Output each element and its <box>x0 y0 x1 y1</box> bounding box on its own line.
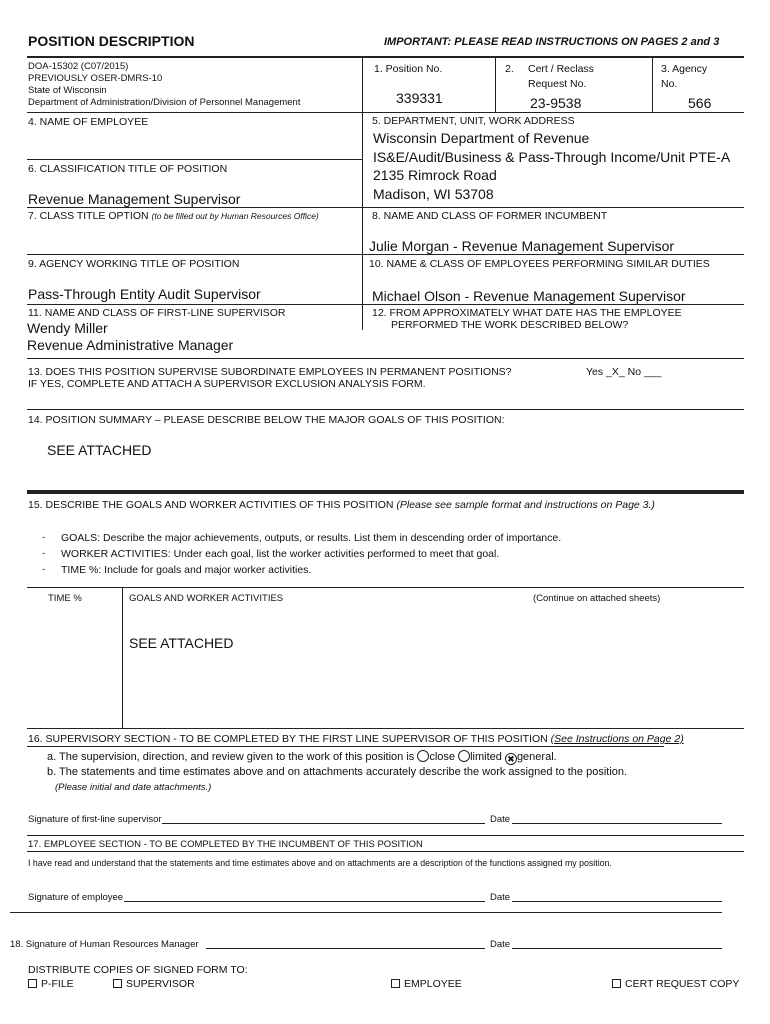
bullet-mark-3: ˍ <box>42 560 46 571</box>
former-incumbent-field[interactable]: Julie Morgan - Revenue Management Supervisor <box>369 238 675 254</box>
supervisory-label <box>28 733 684 745</box>
address-line-4: Madison, WI 53708 <box>373 185 494 202</box>
former-incumbent-label: 8. NAME AND CLASS OF FORMER INCUMBENT <box>372 210 608 222</box>
employee-section-label: 17. EMPLOYEE SECTION - TO BE COMPLETED BY THE INCUMBENT OF THIS POSITION <box>28 839 423 850</box>
bullet-mark-1: ˍ <box>42 528 46 539</box>
subordinates-question: 13. DOES THIS POSITION SUPERVISE SUBORDINATE EMPLOYEES IN PERMANENT POSITIONS? <box>28 366 512 378</box>
goals-bullets <box>61 530 561 578</box>
supervisor-signature-label: Signature of first-line supervisor <box>28 814 162 825</box>
goals-label-note: (Please see sample format and instructions on Page 3.) <box>396 499 655 511</box>
hr-signature-label: 18. Signature of Human Resources Manager <box>10 939 199 950</box>
goals-label <box>28 499 655 511</box>
form-state: State of Wisconsin <box>28 85 107 96</box>
hr-signature-line[interactable] <box>206 948 485 949</box>
agency-no-field[interactable]: 566 <box>688 95 712 111</box>
bullet-goals: GOALS: Describe the major achievements, outputs, or results. List them in descending order of importance. <box>61 532 562 544</box>
form-previous: PREVIOUSLY OSER-DMRS-10 <box>28 73 163 84</box>
class-option-label <box>28 210 319 222</box>
employee-name-label: 4. NAME OF EMPLOYEE <box>28 116 149 128</box>
agency-label: 3. Agency <box>661 63 708 75</box>
distribute-supervisor-label: SUPERVISOR <box>126 978 195 990</box>
employee-date-label: Date <box>490 892 511 903</box>
cert-label: Cert / Reclass <box>528 63 594 75</box>
goals-label-text: 15. DESCRIBE THE GOALS AND WORKER ACTIVITIES OF THIS POSITION <box>28 499 394 511</box>
summary-label: 14. POSITION SUMMARY – PLEASE DESCRIBE BELOW THE MAJOR GOALS OF THIS POSITION: <box>28 414 505 426</box>
class-option-note: (to be filled out by Human Resources Office) <box>151 211 319 221</box>
address-line-2: IS&E/Audit/Business & Pass-Through Income/Unit PTE-A <box>373 148 731 165</box>
employee-signature-line[interactable] <box>124 901 485 902</box>
class-option-text: 7. CLASS TITLE OPTION <box>28 210 149 222</box>
supervision-line-b: b. The statements and time estimates above and on attachments accurately describe the work assigned to the position. <box>47 766 628 778</box>
checkbox-pfile[interactable] <box>28 979 37 988</box>
hr-date-line[interactable] <box>512 948 722 949</box>
supervision-line-a: a. The supervision, direction, and review given to the work of this position is <box>47 751 415 763</box>
cert-label-b: Request No. <box>528 78 587 90</box>
bullet-mark-2: ˍ <box>42 544 46 555</box>
similar-duties-field[interactable]: Michael Olson - Revenue Management Supervisor <box>372 288 686 304</box>
bullet-time: TIME %: Include for goals and major worker activities. <box>61 564 312 576</box>
address-line-1: Wisconsin Department of Revenue <box>373 130 590 146</box>
subordinates-answer[interactable]: Yes _X_ No ___ <box>586 366 662 378</box>
goals-field[interactable]: SEE ATTACHED <box>129 635 234 651</box>
similar-duties-label: 10. NAME & CLASS OF EMPLOYEES PERFORMING SIMILAR DUTIES <box>369 258 710 270</box>
distribute-pfile[interactable] <box>28 978 74 990</box>
subordinates-note: IF YES, COMPLETE AND ATTACH A SUPERVISOR EXCLUSION ANALYSIS FORM. <box>28 378 426 390</box>
address-label: 5. DEPARTMENT, UNIT, WORK ADDRESS <box>372 115 575 127</box>
col-continue-note: (Continue on attached sheets) <box>533 593 661 604</box>
supervisor-date-line[interactable] <box>512 823 722 824</box>
employee-statement: I have read and understand that the statements and time estimates above and on attachments are a description of the functions assigned my position. <box>28 858 612 868</box>
supervisor-date-label: Date <box>490 814 511 825</box>
distribute-cert-copy-label: CERT REQUEST COPY <box>625 978 740 990</box>
radio-general[interactable] <box>505 753 517 765</box>
work-date-label <box>372 307 682 331</box>
supervisor-field[interactable] <box>27 320 233 354</box>
form-info <box>28 61 300 109</box>
supervisory-label-note: (See Instructions on Page 2) <box>550 733 684 745</box>
employee-signature-label: Signature of employee <box>28 892 124 903</box>
distribute-supervisor[interactable] <box>113 978 195 990</box>
supervisor-signature-line[interactable] <box>162 823 485 824</box>
work-date-label-b: PERFORMED THE WORK DESCRIBED BELOW? <box>391 319 629 331</box>
checkbox-supervisor[interactable] <box>113 979 122 988</box>
form-department: Department of Administration/Division of Personnel Management <box>28 97 301 108</box>
important-note: IMPORTANT: PLEASE READ INSTRUCTIONS ON PAGES 2 and 3 <box>384 36 720 48</box>
radio-close-label: close <box>429 751 456 763</box>
supervisory-label-text: 16. SUPERVISORY SECTION - TO BE COMPLETED BY THE FIRST LINE SUPERVISOR OF THIS POSITION <box>28 733 548 745</box>
hr-date-label: Date <box>490 939 511 950</box>
working-title-field[interactable]: Pass-Through Entity Audit Supervisor <box>28 286 261 302</box>
checkbox-employee[interactable] <box>391 979 400 988</box>
radio-limited-label: limited <box>470 751 502 763</box>
distribute-employee-label: EMPLOYEE <box>404 978 462 990</box>
radio-limited[interactable] <box>458 750 470 762</box>
supervision-line-c: (Please initial and date attachments.) <box>55 782 212 793</box>
working-title-label: 9. AGENCY WORKING TITLE OF POSITION <box>28 258 240 270</box>
supervisor-name: Wendy Miller <box>27 320 108 336</box>
distribute-pfile-label: P-FILE <box>41 978 74 990</box>
col-time-header: TIME % <box>48 593 82 604</box>
supervisor-label: 11. NAME AND CLASS OF FIRST-LINE SUPERVISOR <box>28 307 286 319</box>
classification-label: 6. CLASSIFICATION TITLE OF POSITION <box>28 163 228 175</box>
agency-label-b: No. <box>661 78 678 90</box>
employee-date-line[interactable] <box>512 901 722 902</box>
classification-field[interactable]: Revenue Management Supervisor <box>28 191 241 207</box>
position-no-label: 1. Position No. <box>374 63 443 75</box>
summary-field[interactable]: SEE ATTACHED <box>47 442 152 458</box>
cert-num: 2. <box>505 63 514 75</box>
checkbox-cert-copy[interactable] <box>612 979 621 988</box>
distribute-cert-copy[interactable] <box>612 978 739 990</box>
form-number: DOA-15302 (C07/2015) <box>28 61 129 72</box>
position-no-field[interactable]: 339331 <box>396 90 443 106</box>
address-field[interactable] <box>373 129 730 203</box>
supervisor-class: Revenue Administrative Manager <box>27 337 234 353</box>
radio-close[interactable] <box>417 750 429 762</box>
supervision-level-row <box>47 750 557 765</box>
radio-general-label: general. <box>516 751 557 763</box>
work-date-label-a: 12. FROM APPROXIMATELY WHAT DATE HAS THE EMPLOYEE <box>372 307 682 319</box>
address-line-3: 2135 Rimrock Road <box>373 167 497 183</box>
cert-request-field[interactable]: 23-9538 <box>530 95 582 111</box>
bullet-worker-activities: WORKER ACTIVITIES: Under each goal, list the worker activities performed to meet that goal. <box>61 548 500 560</box>
col-goals-header: GOALS AND WORKER ACTIVITIES <box>129 593 284 604</box>
page-title: POSITION DESCRIPTION <box>28 33 195 49</box>
distribute-employee[interactable] <box>391 978 462 990</box>
section-divider <box>10 912 722 913</box>
distribute-label: DISTRIBUTE COPIES OF SIGNED FORM TO: <box>28 964 248 976</box>
